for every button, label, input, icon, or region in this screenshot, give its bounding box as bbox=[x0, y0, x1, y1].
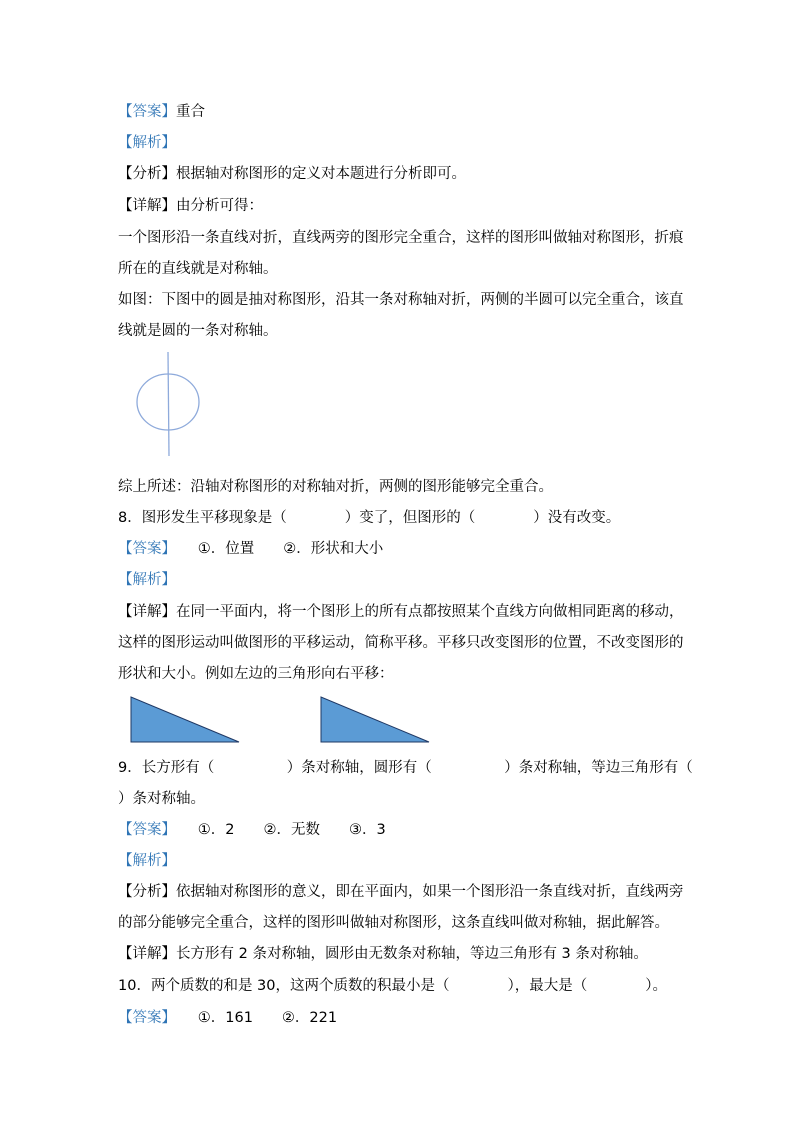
analysis-tag: 【解析】 bbox=[118, 135, 176, 151]
answer-text: 重合 bbox=[176, 104, 205, 120]
paragraph-line: 所在的直线就是对称轴。 bbox=[118, 261, 278, 277]
question-8: 8．图形发生平移现象是（ ）变了，但图形的（ ）没有改变。 bbox=[118, 510, 621, 526]
paragraph-line: 一个图形沿一条直线对折，直线两旁的图形完全重合，这样的图形叫做轴对称图形，折痕 bbox=[118, 230, 684, 246]
triangle-right bbox=[321, 697, 429, 742]
analysis-heading bbox=[118, 570, 176, 590]
detail-line bbox=[118, 602, 684, 622]
answer-text: ①．161 ②．221 bbox=[168, 1010, 338, 1026]
question-9: 9．长方形有（ ）条对称轴，圆形有（ ）条对称轴，等边三角形有（ bbox=[118, 760, 693, 776]
symmetry-axis-line bbox=[168, 352, 169, 456]
paragraph-line: 线就是圆的一条对称轴。 bbox=[118, 323, 278, 339]
detail-line bbox=[118, 944, 648, 964]
detail-line bbox=[118, 196, 263, 216]
answer-line bbox=[118, 1008, 337, 1028]
translation-figure bbox=[128, 694, 438, 746]
fenxi-line bbox=[118, 882, 684, 902]
fenxi-text: 依据轴对称图形的意义，即在平面内，如果一个图形沿一条直线对折，直线两旁 bbox=[176, 884, 684, 900]
answer-tag: 【答案】 bbox=[118, 822, 169, 838]
detail-text: 在同一平面内，将一个图形上的所有点都按照某个直线方向做相同距离的移动， bbox=[176, 604, 684, 620]
analysis-heading bbox=[118, 133, 176, 153]
detail-text: 长方形有 2 条对称轴，圆形由无数条对称轴，等边三角形有 3 条对称轴。 bbox=[176, 946, 648, 962]
answer-tag: 【答案】 bbox=[118, 541, 169, 557]
fenxi-line bbox=[118, 164, 466, 184]
question-10: 10．两个质数的和是 30，这两个质数的积最小是（ ），最大是（ ）。 bbox=[118, 978, 668, 994]
question-9-cont: ）条对称轴。 bbox=[118, 791, 205, 807]
paragraph-line: 形状和大小。例如左边的三角形向右平移： bbox=[118, 666, 394, 682]
answer-line bbox=[118, 539, 383, 559]
paragraph-line: 的部分能够完全重合，这样的图形叫做轴对称图形，这条直线叫做对称轴，据此解答。 bbox=[118, 915, 669, 931]
answer-tag: 【答案】 bbox=[118, 1010, 169, 1026]
paragraph-line: 如图：下图中的圆是抽对称图形，沿其一条对称轴对折，两侧的半圆可以完全重合，该直 bbox=[118, 292, 684, 308]
analysis-heading bbox=[118, 851, 176, 871]
detail-tag: 【详解】 bbox=[118, 946, 176, 962]
fenxi-tag: 【分析】 bbox=[118, 884, 176, 900]
fenxi-text: 根据轴对称图形的定义对本题进行分析即可。 bbox=[176, 166, 466, 182]
detail-tag: 【详解】 bbox=[118, 198, 176, 214]
answer-line bbox=[118, 102, 205, 122]
circle-symmetry-figure bbox=[130, 350, 210, 460]
fenxi-tag: 【分析】 bbox=[118, 166, 176, 182]
answer-line bbox=[118, 820, 386, 840]
detail-tag: 【详解】 bbox=[118, 604, 176, 620]
answer-text: ①．位置 ②．形状和大小 bbox=[168, 541, 384, 557]
paragraph-line: 综上所述：沿轴对称图形的对称轴对折，两侧的图形能够完全重合。 bbox=[118, 479, 553, 495]
paragraph-line: 这样的图形运动叫做图形的平移运动，简称平移。平移只改变图形的位置，不改变图形的 bbox=[118, 635, 684, 651]
analysis-tag: 【解析】 bbox=[118, 572, 176, 588]
analysis-tag: 【解析】 bbox=[118, 853, 176, 869]
answer-text: ①．2 ②．无数 ③．3 bbox=[168, 822, 386, 838]
detail-text: 由分析可得： bbox=[176, 198, 263, 214]
answer-tag: 【答案】 bbox=[118, 104, 176, 120]
triangle-left bbox=[131, 697, 239, 742]
